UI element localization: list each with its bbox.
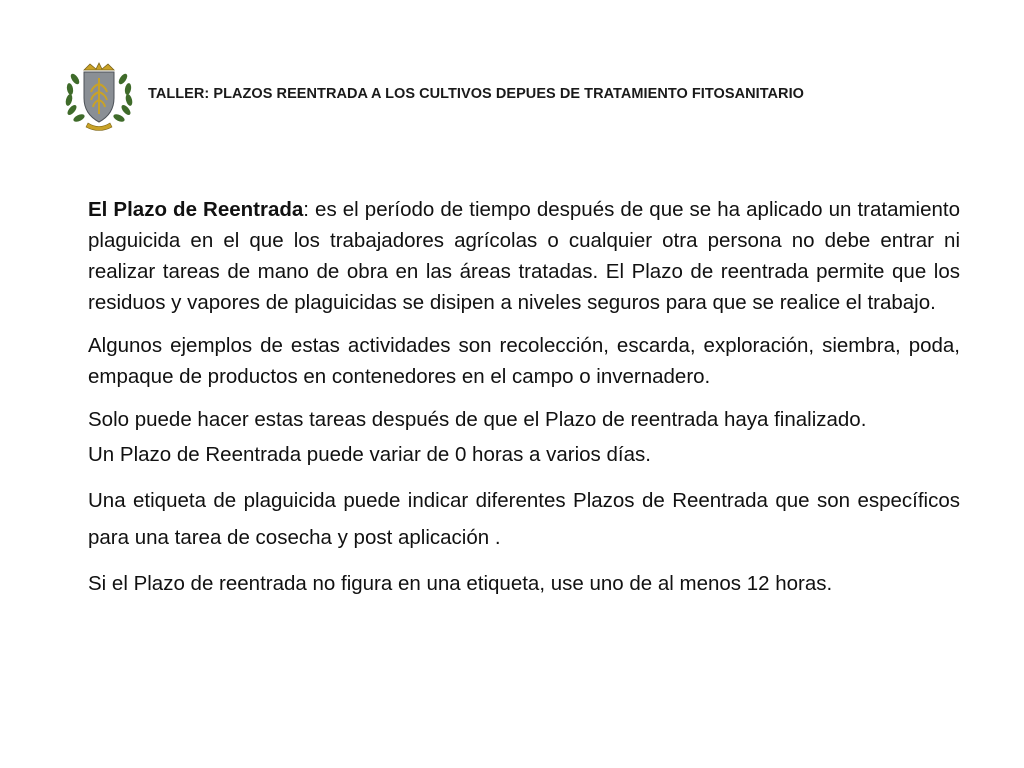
crest-icon (60, 60, 138, 132)
restriction-paragraph (88, 404, 960, 470)
slide-header (60, 60, 960, 132)
definition-paragraph (88, 194, 960, 318)
default-interval-paragraph: Si el Plazo de reentrada no figura en una etiqueta, use uno de al menos 12 horas. (88, 572, 833, 595)
restriction-line-2: Un Plazo de Reentrada puede variar de 0 horas a varios días. (88, 443, 651, 466)
examples-paragraph: Algunos ejemplos de estas actividades son recolección, escarda, exploración, siembra, poda, empaque de productos en contenedores en el campo o invernadero. (88, 334, 960, 388)
defined-term: El Plazo de Reentrada (88, 198, 304, 221)
slide-body (88, 194, 960, 599)
page-title: TALLER: PLAZOS REENTRADA A LOS CULTIVOS DEPUES DE TRATAMIENTO FITOSANITARIO (148, 86, 804, 102)
definition-text: : es el período de tiempo después de que se ha aplicado un tratamiento plaguicida en el que los trabajadores agrícolas o cualquier otra persona no debe entrar ni realizar tareas de mano de obra en las áreas tratadas. El Plazo de reentrada permite que los residuos y vapores de plaguicidas se disipen a niveles seguros para que se realice el trabajo. (88, 198, 960, 314)
label-paragraph: Una etiqueta de plaguicida puede indicar diferentes Plazos de Reentrada que son específicos para una tarea de cosecha y post aplicación . (88, 489, 960, 549)
restriction-line-1: Solo puede hacer estas tareas después de que el Plazo de reentrada haya finalizado. (88, 408, 867, 431)
